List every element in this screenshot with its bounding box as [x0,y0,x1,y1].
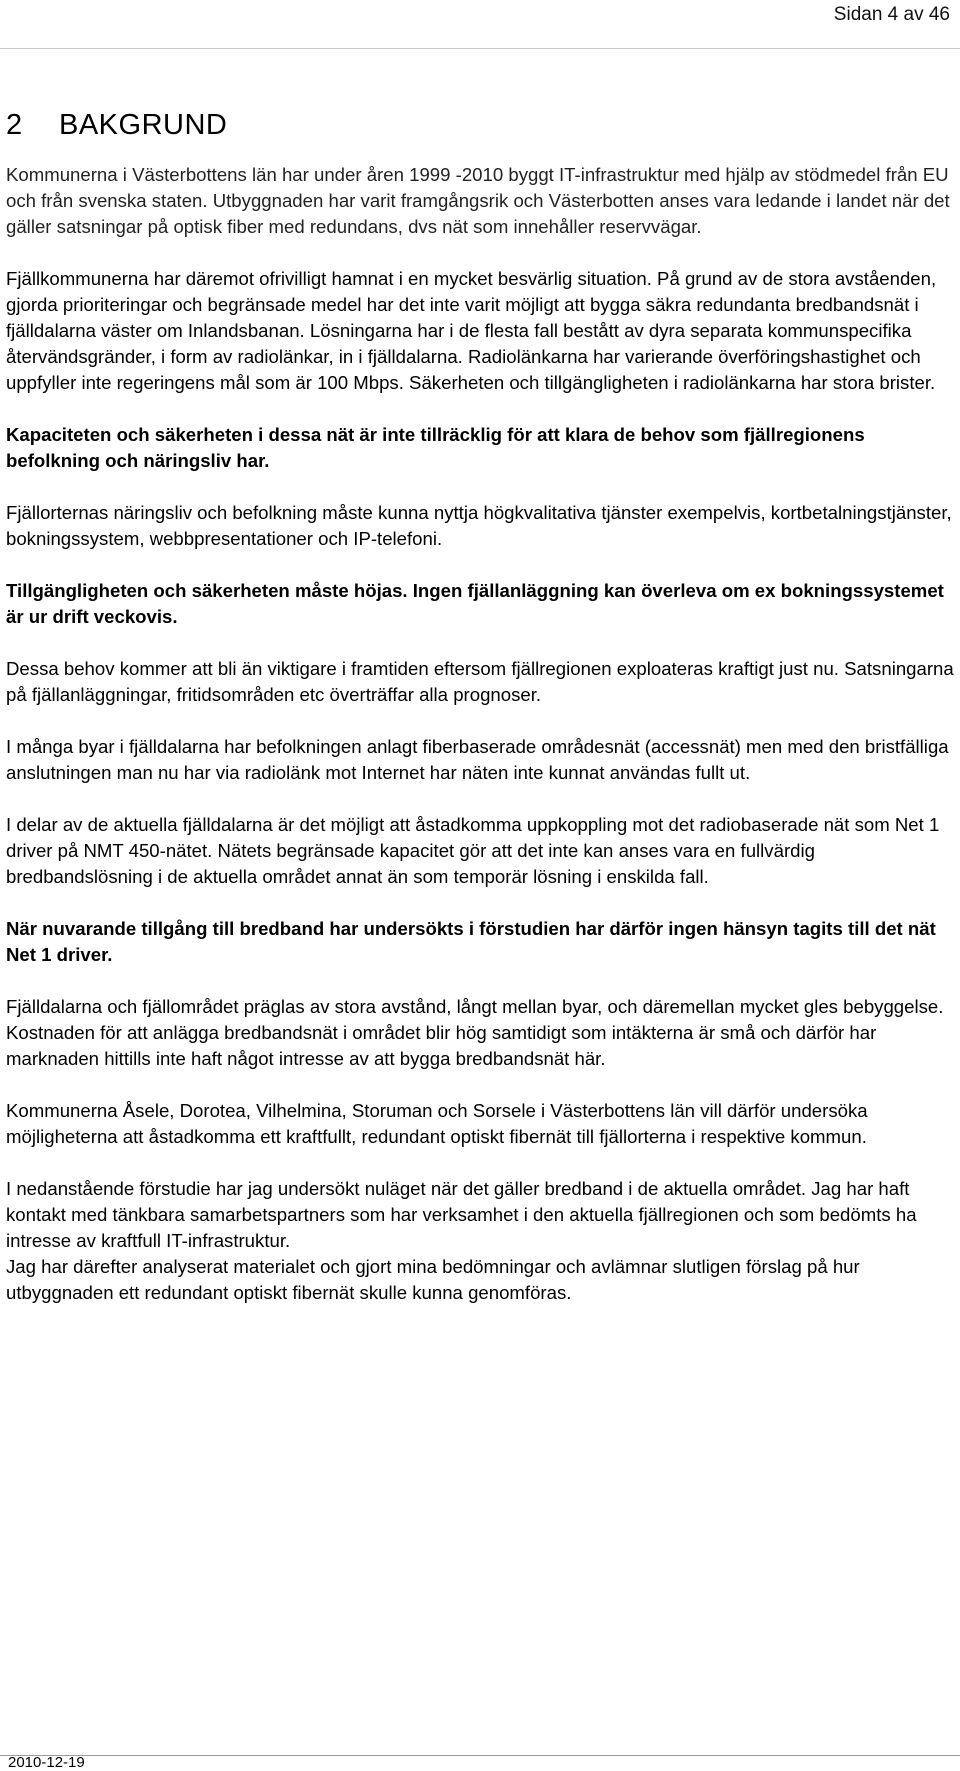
section-heading [6,108,227,142]
paragraph-village-networks: I många byar i fjälldalarna har befolkningen anlagt fiberbaserade områdesnät (accessnät) men med den bristfälliga anslutningen man nu har via radiolänk mot Internet har näten inte kunnat användas fullt ut. [6,736,949,783]
paragraph-municipalities: Kommunerna Åsele, Dorotea, Vilhelmina, Storuman och Sorsele i Västerbottens län vill därför undersöka möjligheterna att åstadkomma ett kraftfullt, redundant optiskt fibernät till fjällorterna i respektive kommun. [6,1100,868,1147]
paragraph-services: Fjällorternas näringsliv och befolkning måste kunna nyttja högkvalitativa tjänster exempelvis, kortbetalningstjänster, bokningssystem, webbpresentationer och IP-telefoni. [6,502,952,549]
footer-divider [0,1755,960,1756]
paragraph-future-needs: Dessa behov kommer att bli än viktigare i framtiden eftersom fjällregionen exploateras kraftigt just nu. Satsningarna på fjällanläggningar, fritidsområden etc överträffar alla prognoser. [6,658,954,705]
section-title: BAKGRUND [59,109,228,141]
paragraph-situation: Fjällkommunerna har däremot ofrivilligt hamnat i en mycket besvärlig situation. På grund av de stora avståenden, gjorda prioriteringar och begränsade medel har det inte varit möjligt att bygga säkra redundanta bredbandsnät i fjälldalarna väster om Inlandsbanan. Lösningarna har i de flesta fall bestått av dyra separata kommunspecifika återvändsgränder, i form av radiolänkar, in i fjälldalarna. Radiolänkarna har varierande överföringshastighet och uppfyller inte regeringens mål som är 100 Mbps. Säkerheten och tillgängligheten i radiolänkarna har stora brister. [6,268,937,393]
paragraph-net1-emphasis: När nuvarande tillgång till bredband har undersökts i förstudien har därför ingen hänsyn tagits till det nät Net 1 driver. [6,918,936,965]
header-divider [0,48,960,49]
paragraph-availability-emphasis: Tillgängligheten och säkerheten måste höjas. Ingen fjällanläggning kan överleva om ex bokningssystemet är ur drift veckovis. [6,580,944,627]
paragraph-distances: Fjälldalarna och fjällområdet präglas av stora avstånd, långt mellan byar, och däremellan mycket gles bebyggelse. Kostnaden för att anlägga bredbandsnät i området blir hög samtidigt som intäkterna är små och därför har marknaden hittills inte haft något intresse av att bygga bredbandsnät här. [6,996,944,1069]
footer-date: 2010-12-19 [8,1754,85,1771]
paragraph-proposal: Jag har därefter analyserat materialet och gjort mina bedömningar och avlämnar slutligen förslag på hur utbyggnaden ett redundant optiskt fibernät skulle kunna genomföras. [6,1256,860,1303]
page-number: Sidan 4 av 46 [833,4,950,25]
paragraph-intro: Kommunerna i Västerbottens län har under åren 1999 -2010 byggt IT-infrastruktur med hjälp av stödmedel från EU och från svenska staten. Utbyggnaden har varit framgångsrik och Västerbotten anses vara ledande i landet när det gäller satsningar på optisk fiber med redundans, dvs nät som innehåller reservvägar. [6,164,950,237]
section-number: 2 [6,109,23,141]
paragraph-study-scope: I nedanstående förstudie har jag undersökt nuläget när det gäller bredband i de aktuella området. Jag har haft kontakt med tänkbara samarbetspartners som har verksamhet i den aktuella fjällregionen och som bedömts ha intresse av kraftfull IT-infrastruktur. [6,1178,917,1251]
document-body [6,162,956,1306]
paragraph-capacity-emphasis: Kapaciteten och säkerheten i dessa nät är inte tillräcklig för att klara de behov som fjällregionens befolkning och näringsliv har. [6,424,865,471]
paragraph-net1: I delar av de aktuella fjälldalarna är det möjligt att åstadkomma uppkoppling mot det radiobaserade nät som Net 1 driver på NMT 450-nätet. Nätets begränsade kapacitet gör att det inte kan anses vara en fullvärdig bredbandslösning i de aktuella området annat än som temporär lösning i enskilda fall. [6,814,940,887]
